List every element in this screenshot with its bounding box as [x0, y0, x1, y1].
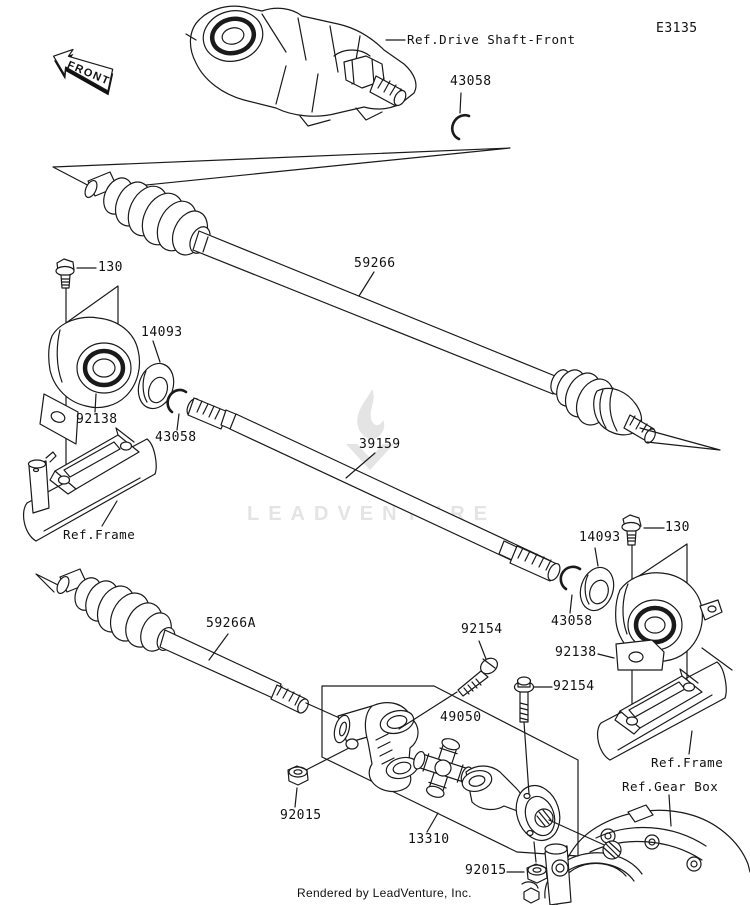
- part-label-130-left: 130: [98, 260, 123, 275]
- part-label-92015-left: 92015: [280, 808, 322, 823]
- ref-label-drive-shaft-front: Ref.Drive Shaft-Front: [407, 32, 576, 47]
- diagram-code: E3135: [656, 21, 698, 36]
- part-label-43058-left: 43058: [155, 430, 197, 445]
- frame-rail-left-drawing: [24, 428, 157, 541]
- front-direction-marker: [47, 44, 119, 95]
- nut-92015-left-drawing: [288, 748, 349, 807]
- part-label-92154-upper: 92154: [461, 622, 503, 637]
- part-label-43058-right: 43058: [551, 614, 593, 629]
- ref-label-frame-left: Ref.Frame: [63, 527, 136, 542]
- front-diff-housing-drawing: [186, 4, 416, 126]
- part-label-43058-top: 43058: [450, 74, 492, 89]
- part-label-49050: 49050: [440, 710, 482, 725]
- drive-shaft-59266a-drawing: [36, 569, 364, 729]
- front-marker-text: FRONT: [65, 59, 112, 88]
- part-label-14093-right: 14093: [579, 530, 621, 545]
- circlip-43058-top-drawing: [452, 93, 469, 139]
- circlip-43058-left-drawing: [168, 390, 186, 430]
- circlip-43058-right-drawing: [561, 567, 580, 613]
- part-label-92154-lower: 92154: [553, 679, 595, 694]
- part-label-92138-right: 92138: [555, 645, 597, 660]
- part-label-92015-right: 92015: [465, 863, 507, 878]
- washer-14093-right-drawing: [575, 548, 619, 615]
- frame-rail-right-drawing: [598, 662, 727, 760]
- ref-label-frame-right: Ref.Frame: [651, 755, 724, 770]
- washer-14093-left-drawing: [133, 341, 180, 413]
- part-label-14093-left: 14093: [141, 325, 183, 340]
- part-label-92138-left: 92138: [76, 412, 118, 427]
- part-label-130-right: 130: [665, 520, 690, 535]
- part-label-59266: 59266: [354, 256, 396, 271]
- footer-credit: Rendered by LeadVenture, Inc.: [297, 886, 472, 900]
- bolt-92154-lower-drawing: [515, 677, 553, 794]
- part-label-59266a: 59266A: [206, 616, 256, 631]
- ref-label-gear-box: Ref.Gear Box: [622, 779, 719, 794]
- part-label-39159: 39159: [359, 437, 401, 452]
- watermark-text: LEADVENTURE: [247, 503, 497, 525]
- nut-92015-right-drawing: [507, 842, 547, 883]
- part-label-13310: 13310: [408, 832, 450, 847]
